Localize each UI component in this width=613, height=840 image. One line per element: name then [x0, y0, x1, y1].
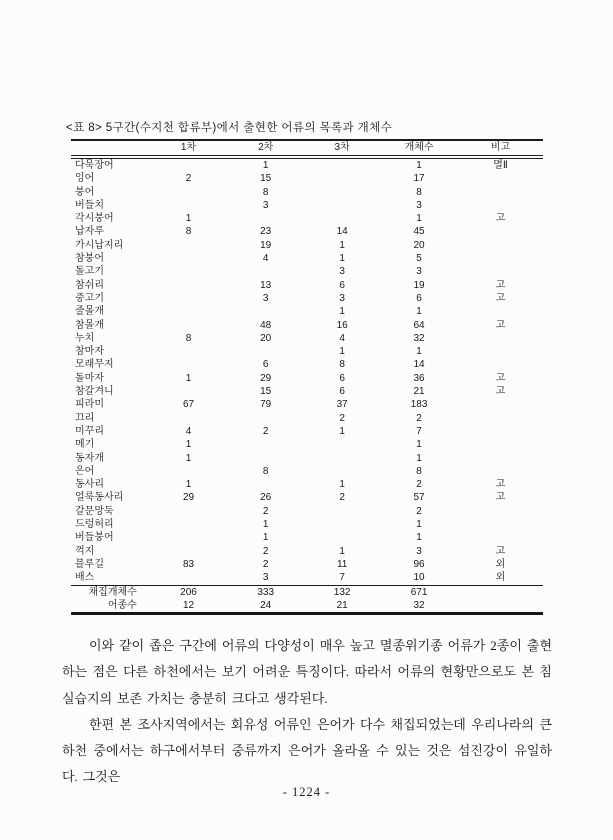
count-cell	[150, 465, 227, 478]
summary-row	[71, 585, 543, 599]
fish-count-table	[71, 139, 543, 615]
count-cell: 1	[416, 439, 422, 451]
species-name-cell: 채집개체수	[71, 585, 150, 599]
count-cell: 1	[339, 306, 345, 318]
count-cell: 32	[413, 332, 425, 344]
count-cell	[150, 292, 227, 305]
count-cell	[150, 199, 227, 212]
count-cell	[150, 279, 227, 292]
count-cell	[150, 265, 227, 278]
count-cell: 5	[416, 253, 422, 265]
species-name-cell: 블루길	[75, 558, 104, 570]
count-cell	[227, 452, 304, 465]
remark-cell	[458, 452, 543, 465]
species-name-cell: 얼룩동사리	[75, 492, 124, 504]
species-row	[71, 225, 543, 238]
count-cell: 20	[413, 239, 425, 251]
species-row	[71, 172, 543, 185]
species-name-cell: 모래무지	[75, 359, 114, 371]
remark-cell	[458, 585, 543, 599]
species-row	[71, 425, 543, 438]
table-summary	[71, 585, 543, 614]
species-name-cell: 꺽지	[75, 545, 95, 557]
species-row	[71, 372, 543, 385]
species-name-cell: 참쉬리	[75, 279, 104, 291]
count-cell: 21	[413, 386, 425, 398]
species-name-cell: 참갈겨니	[75, 386, 114, 398]
species-name-cell: 드렁허리	[75, 519, 114, 531]
remark-cell: 고	[495, 292, 506, 304]
count-cell: 2	[262, 545, 269, 557]
count-cell: 3	[262, 292, 269, 304]
count-cell	[150, 518, 227, 531]
count-cell	[304, 531, 380, 544]
count-cell: 1	[339, 545, 345, 557]
column-header-비고: 비고	[458, 140, 543, 157]
count-cell	[227, 265, 304, 278]
paragraph-2: 한편 본 조사지역에서는 회유성 어류인 은어가 다수 채집되었는데 우리나라의 큰 하천 중에서는 하구에서부터 중류까지 은어가 올라올 수 있는 것은 섬진강이 유일하다. 그것은	[62, 716, 552, 785]
column-header-3차: 3차	[304, 140, 380, 157]
species-row	[71, 265, 543, 278]
count-cell: 21	[304, 599, 380, 614]
species-name-cell: 참마자	[75, 346, 104, 358]
count-cell: 2	[262, 558, 269, 570]
count-cell	[227, 478, 304, 491]
count-cell: 1	[185, 439, 192, 451]
count-cell	[304, 505, 380, 518]
species-row	[71, 332, 543, 345]
count-cell: 29	[182, 492, 195, 504]
column-header-2차: 2차	[227, 140, 304, 157]
species-name-cell: 다묵장어	[75, 160, 114, 171]
species-name-cell: 줄몰개	[75, 306, 104, 318]
count-cell	[150, 545, 227, 558]
species-name-cell: 중고기	[75, 292, 104, 304]
count-cell	[150, 571, 227, 585]
remark-cell	[458, 239, 543, 252]
header-row	[71, 140, 543, 157]
count-cell	[150, 319, 227, 332]
species-name-cell: 어종수	[71, 599, 150, 614]
count-cell: 4	[339, 332, 345, 344]
table-container	[71, 139, 543, 615]
remark-cell	[458, 186, 543, 199]
remark-cell	[458, 225, 543, 238]
count-cell: 7	[339, 572, 345, 584]
count-cell	[304, 212, 380, 225]
table-header	[71, 140, 543, 157]
remark-cell	[458, 425, 543, 438]
count-cell: 1	[339, 346, 345, 358]
count-cell: 19	[413, 279, 425, 291]
remark-cell: 외	[495, 558, 506, 570]
species-name-cell: 가시납지리	[75, 239, 124, 251]
count-cell: 10	[413, 572, 425, 584]
count-cell	[227, 412, 304, 425]
body-text	[62, 633, 552, 791]
species-name-cell: 누치	[75, 332, 95, 344]
count-cell: 3	[262, 572, 269, 584]
count-cell	[227, 438, 304, 451]
count-cell: 1	[339, 425, 345, 437]
species-row	[71, 545, 543, 558]
remark-cell	[458, 531, 543, 544]
count-cell: 14	[413, 359, 425, 371]
count-cell	[150, 358, 227, 371]
count-cell: 132	[304, 585, 380, 599]
count-cell	[304, 186, 380, 199]
count-cell: 3	[339, 292, 345, 304]
count-cell: 1	[185, 479, 192, 491]
count-cell: 8	[416, 186, 422, 198]
count-cell: 83	[182, 558, 195, 570]
count-cell: 2	[339, 412, 345, 424]
species-name-cell: 돌마자	[75, 372, 104, 384]
species-row	[71, 239, 543, 252]
species-row	[71, 292, 543, 305]
count-cell	[150, 531, 227, 544]
remark-cell	[458, 518, 543, 531]
count-cell: 8	[262, 186, 269, 198]
species-row	[71, 212, 543, 225]
count-cell: 26	[260, 492, 272, 504]
species-name-cell: 붕어	[75, 186, 95, 198]
count-cell	[150, 239, 227, 252]
count-cell	[227, 345, 304, 358]
count-cell: 19	[260, 239, 272, 251]
species-row	[71, 478, 543, 491]
count-cell: 64	[413, 319, 425, 331]
count-cell: 32	[380, 599, 458, 614]
count-cell: 24	[227, 599, 304, 614]
count-cell: 48	[260, 319, 272, 331]
count-cell: 2	[416, 412, 422, 424]
species-row	[71, 385, 543, 398]
count-cell: 3	[416, 199, 422, 211]
species-name-cell: 납자루	[75, 226, 104, 238]
count-cell: 2	[339, 492, 345, 504]
remark-cell: 외	[495, 572, 506, 584]
species-row	[71, 505, 543, 518]
count-cell: 6	[339, 386, 345, 398]
count-cell	[227, 305, 304, 318]
count-cell: 1	[416, 306, 422, 318]
count-cell: 671	[380, 585, 458, 599]
count-cell: 1	[416, 213, 422, 225]
remark-cell: 고	[495, 319, 506, 331]
remark-cell	[458, 398, 543, 411]
count-cell: 2	[416, 479, 422, 491]
count-cell: 8	[262, 465, 269, 477]
species-name-cell: 갈문망둑	[75, 505, 114, 517]
count-cell: 3	[416, 266, 422, 278]
species-name-cell: 피라미	[75, 399, 104, 411]
count-cell	[150, 305, 227, 318]
species-row	[71, 319, 543, 332]
count-cell: 13	[260, 279, 272, 291]
column-header-1차: 1차	[150, 140, 227, 157]
species-name-cell: 버들붕어	[75, 532, 114, 544]
count-cell: 6	[339, 279, 345, 291]
count-cell: 1	[416, 532, 422, 544]
remark-cell	[458, 345, 543, 358]
count-cell: 20	[260, 332, 272, 344]
species-row	[71, 452, 543, 465]
count-cell: 37	[336, 399, 348, 411]
species-row	[71, 305, 543, 318]
count-cell	[150, 345, 227, 358]
count-cell: 29	[260, 372, 272, 384]
count-cell	[150, 186, 227, 199]
count-cell: 17	[413, 173, 425, 185]
count-cell: 1	[185, 372, 192, 384]
count-cell: 1	[416, 346, 422, 358]
count-cell	[150, 505, 227, 518]
remark-cell	[458, 505, 543, 518]
count-cell: 2	[262, 425, 269, 437]
species-row	[71, 412, 543, 425]
species-name-cell: 참몰개	[75, 319, 104, 331]
remark-cell	[458, 265, 543, 278]
column-header-species	[71, 140, 150, 157]
column-header-개체수: 개체수	[380, 140, 458, 157]
species-name-cell: 동자개	[75, 452, 104, 464]
count-cell: 8	[339, 359, 345, 371]
remark-cell: 고	[495, 479, 506, 491]
count-cell: 1	[185, 452, 192, 464]
count-cell: 15	[260, 386, 272, 398]
species-row	[71, 252, 543, 265]
count-cell: 1	[262, 519, 269, 531]
count-cell	[150, 385, 227, 398]
count-cell: 79	[260, 399, 272, 411]
species-row	[71, 465, 543, 478]
species-name-cell: 돌고기	[75, 266, 104, 278]
remark-cell: 고	[495, 492, 506, 504]
species-name-cell: 배스	[75, 572, 95, 584]
count-cell	[227, 212, 304, 225]
page-number: - 1224 -	[282, 785, 331, 799]
count-cell: 1	[339, 239, 345, 251]
remark-cell: 고	[495, 279, 506, 291]
summary-row	[71, 599, 543, 614]
count-cell: 4	[185, 425, 192, 437]
count-cell: 2	[262, 505, 269, 517]
count-cell: 3	[262, 199, 269, 211]
remark-cell	[458, 199, 543, 212]
count-cell: 3	[416, 545, 422, 557]
count-cell: 2	[416, 505, 422, 517]
species-row	[71, 186, 543, 199]
count-cell: 183	[410, 399, 428, 411]
count-cell: 12	[150, 599, 227, 614]
count-cell: 96	[413, 558, 425, 570]
species-row	[71, 438, 543, 451]
count-cell: 8	[185, 226, 192, 238]
count-cell: 23	[260, 226, 272, 238]
remark-cell: 고	[495, 545, 506, 557]
count-cell	[150, 157, 227, 172]
count-cell: 1	[416, 452, 422, 464]
count-cell: 36	[413, 372, 425, 384]
remark-cell: 고	[495, 213, 506, 225]
count-cell: 1	[339, 479, 345, 491]
species-name-cell: 메기	[75, 439, 95, 451]
remark-cell	[458, 438, 543, 451]
count-cell: 6	[339, 372, 345, 384]
count-cell	[304, 452, 380, 465]
count-cell	[304, 518, 380, 531]
count-cell: 3	[339, 266, 345, 278]
species-name-cell: 잉어	[75, 173, 95, 185]
count-cell: 206	[150, 585, 227, 599]
species-row	[71, 279, 543, 292]
remark-cell	[458, 599, 543, 614]
species-name-cell: 끄리	[75, 412, 95, 424]
species-row	[71, 531, 543, 544]
count-cell: 11	[336, 558, 348, 570]
count-cell: 14	[336, 226, 348, 238]
remark-cell	[458, 252, 543, 265]
count-cell: 57	[413, 492, 425, 504]
count-cell: 2	[185, 173, 192, 185]
remark-cell: 멸Ⅱ	[493, 160, 508, 171]
species-name-cell: 동사리	[75, 479, 104, 491]
species-row	[71, 398, 543, 411]
count-cell: 1	[262, 532, 269, 544]
species-row	[71, 491, 543, 504]
species-row	[71, 558, 543, 571]
count-cell: 333	[227, 585, 304, 599]
count-cell	[304, 172, 380, 185]
remark-cell	[458, 172, 543, 185]
species-row	[71, 518, 543, 531]
species-name-cell: 은어	[75, 465, 95, 477]
species-name-cell: 미꾸리	[75, 425, 104, 437]
species-row	[71, 157, 543, 172]
remark-cell: 고	[495, 386, 506, 398]
count-cell: 1	[339, 253, 345, 265]
count-cell	[304, 199, 380, 212]
count-cell: 1	[416, 160, 422, 171]
remark-cell: 고	[495, 372, 506, 384]
count-cell: 15	[260, 173, 272, 185]
count-cell	[304, 438, 380, 451]
species-name-cell: 참붕어	[75, 253, 104, 265]
count-cell	[304, 157, 380, 172]
species-name-cell: 버들치	[75, 199, 104, 211]
table-body	[71, 157, 543, 585]
count-cell: 6	[416, 292, 422, 304]
species-name-cell: 각시붕어	[75, 213, 114, 225]
count-cell	[150, 412, 227, 425]
count-cell: 8	[416, 465, 422, 477]
table-caption: <표 8> 5구간(수지천 합류부)에서 출현한 어류의 목록과 개체수	[66, 122, 393, 134]
remark-cell	[458, 412, 543, 425]
count-cell: 6	[262, 359, 269, 371]
remark-cell	[458, 465, 543, 478]
species-row	[71, 358, 543, 371]
count-cell: 16	[336, 319, 348, 331]
remark-cell	[458, 305, 543, 318]
count-cell: 1	[262, 160, 269, 171]
count-cell: 67	[182, 399, 195, 411]
remark-cell	[458, 332, 543, 345]
paragraph-1: 이와 같이 좁은 구간에 어류의 다양성이 매우 높고 멸종위기종 어류가 2종이 출현하는 점은 다른 하천에서는 보기 어려운 특징이다. 따라서 어류의 현황만으로도 본 침실습지의 보존 가치는 충분히 크다고 생각된다.	[62, 638, 552, 706]
species-row	[71, 571, 543, 585]
count-cell: 4	[262, 253, 269, 265]
count-cell: 7	[416, 425, 422, 437]
count-cell: 8	[185, 332, 192, 344]
species-row	[71, 345, 543, 358]
count-cell: 1	[416, 519, 422, 531]
species-row	[71, 199, 543, 212]
remark-cell	[458, 358, 543, 371]
count-cell: 45	[413, 226, 425, 238]
count-cell	[150, 252, 227, 265]
count-cell	[304, 465, 380, 478]
count-cell: 1	[185, 213, 192, 225]
